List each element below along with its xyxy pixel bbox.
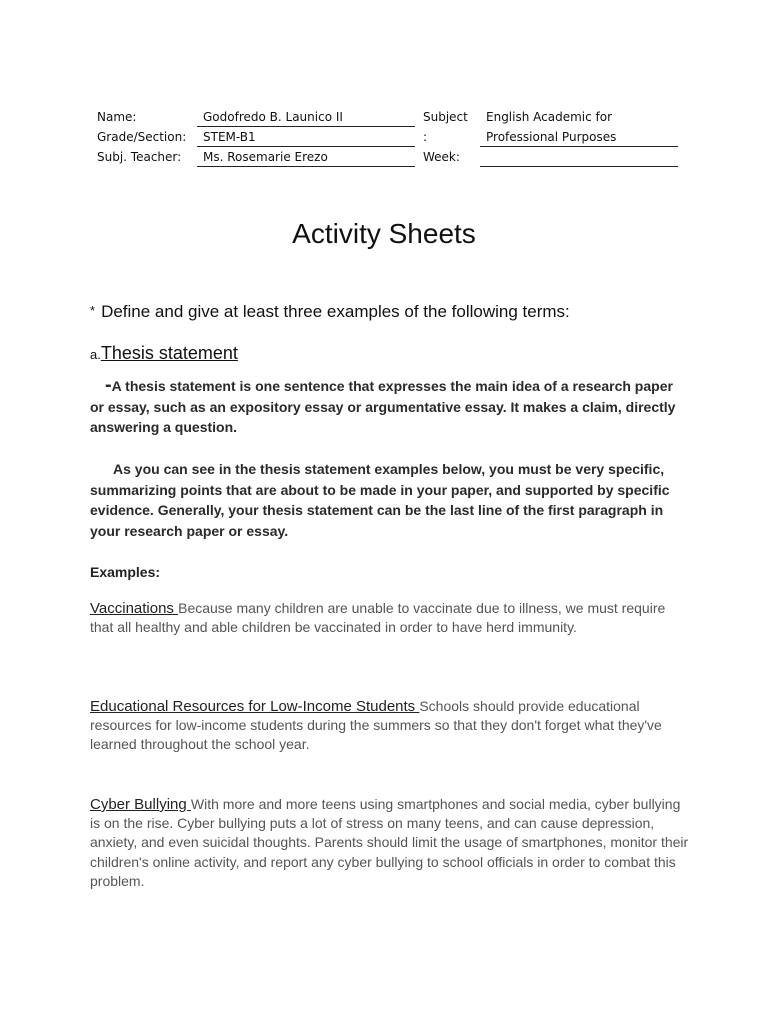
example-text: With more and more teens using smartphones and social media, cyber bullying is on the rise. Cyber bullying puts a lot of stress on many teens, and can cause depression, anxiety, and even suicidal thoughts. Parents should limit the usage of smartphones, monitor their children's online activity, and report any cyber bullying to school officials in order to combat this problem. <box>90 796 689 889</box>
explanation-paragraph <box>90 459 690 541</box>
week-underline <box>480 166 678 167</box>
name-value: Godofredo B. Launico II <box>203 110 343 124</box>
definition-paragraph <box>90 375 690 438</box>
example-title: Educational Resources for Low-Income Students <box>90 698 420 715</box>
example-item <box>90 795 690 891</box>
instruction <box>90 299 570 324</box>
section-heading <box>90 340 238 368</box>
name-label: Name: <box>97 110 137 124</box>
subject-colon: : <box>423 130 428 144</box>
subject-teacher-label: Subj. Teacher: <box>97 150 182 164</box>
subject-value-line2: Professional Purposes <box>486 130 617 144</box>
examples-label: Examples: <box>90 564 161 580</box>
subject-teacher-value: Ms. Rosemarie Erezo <box>203 150 328 164</box>
definition-text: A thesis statement is one sentence that expresses the main idea of a research paper or essay, such as an expository essay or argumentative essay. It makes a claim, directly answering a question. <box>90 378 676 435</box>
example-text: Because many children are unable to vaccinate due to illness, we must require that all healthy and able children be vaccinated in order to have herd immunity. <box>90 600 666 636</box>
explanation-text: As you can see in the thesis statement examples below, you must be very specific, summarizing points that are about to be made in your paper, and supported by specific evidence. Generally, your thesis statement can be the last line of the first paragraph in your research paper or essay. <box>90 461 670 539</box>
grade-section-value: STEM-B1 <box>203 130 256 144</box>
definition-dash: - <box>105 374 112 396</box>
example-text: Schools should provide educational resources for low-income students during the summers so that they don't forget what they've learned throughout the school year. <box>90 698 662 753</box>
page-title: Activity Sheets <box>292 218 476 249</box>
grade-section-label: Grade/Section: <box>97 130 187 144</box>
week-label: Week: <box>423 150 460 164</box>
example-item <box>90 697 690 755</box>
example-item <box>90 599 690 637</box>
instruction-text: Define and give at least three examples of the following terms: <box>101 302 570 321</box>
section-term: Thesis statement <box>100 343 238 363</box>
subject-value-line1: English Academic for <box>486 110 613 124</box>
example-title: Vaccinations <box>90 600 179 617</box>
asterisk-bullet: * <box>90 303 96 318</box>
subject-label: Subject <box>423 110 468 124</box>
teacher-underline <box>197 166 415 167</box>
example-title: Cyber Bullying <box>90 796 191 813</box>
section-letter: a. <box>90 347 101 362</box>
subject-underline <box>480 146 678 147</box>
